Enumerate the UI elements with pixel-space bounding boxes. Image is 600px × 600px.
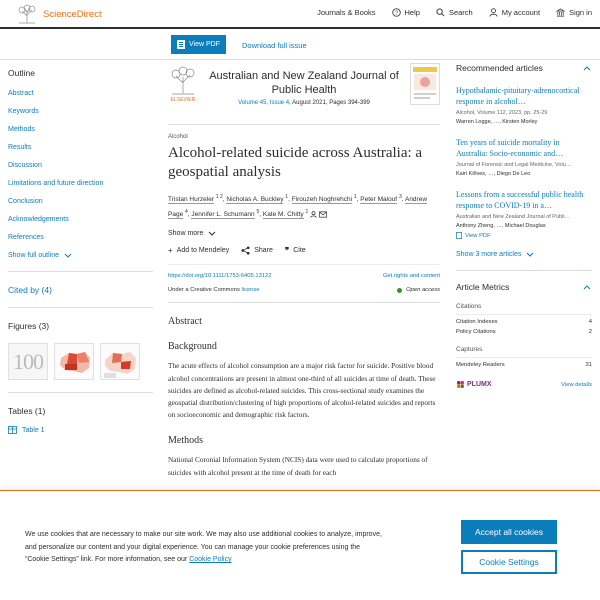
show-full-outline-label: Show full outline [8,252,59,259]
article-toolbar [0,31,600,60]
svg-text:ELSEVIER: ELSEVIER [170,97,196,103]
pdf-icon [177,40,185,49]
citations-heading: Citations [456,303,592,315]
recommended-article-source: Australian and New Zealand Journal of Publi… [456,214,571,220]
metric-value: 2 [588,329,592,335]
article-metrics [456,270,592,389]
nav-help[interactable] [392,8,420,17]
cookie-message [25,529,385,567]
author-affiliation: 3 [398,194,402,200]
outline-item[interactable]: Acknowledgements [8,216,69,223]
author-link[interactable]: Peter Malouf [360,196,398,204]
share-icon [241,246,250,255]
recommended-article-authors: Kairi Kõlves, …, Diego De Leo [456,171,531,177]
outline-sidebar [8,68,153,434]
show-more-label: Show more [168,230,204,238]
author-affiliation: 1 2 [215,194,223,200]
tables-section [8,392,153,434]
nav-label: Journals & Books [317,8,376,17]
journal-cover-image[interactable] [410,63,440,105]
cite-button[interactable] [285,246,306,255]
figure-thumbnail-text: 100 [13,348,43,374]
cookie-text: We use cookies that are necessary to make our site work. We may also use additional cookies to analyze, improve, and personalize our content and your digital experience. You can manage your cookie preferences using the “Cookie Settings” link. For more information, see our [25,531,382,563]
methods-paragraph: National Coronial Information System (NCIS) data were used to calculate proportions of suicides with alcohol present at the time of death for each [168,455,428,477]
show-more-button[interactable] [168,230,440,237]
outline-item[interactable]: Conclusion [8,198,43,205]
metrics-title [456,282,592,292]
plumx-icon [456,380,465,389]
figures-section [8,307,153,380]
article-title: Alcohol-related suicide across Australia: a geospatial analysis [168,145,423,180]
show-full-outline-button[interactable] [8,252,153,259]
outline-item[interactable]: References [8,234,44,241]
nav-label: My account [501,8,541,17]
open-access-dot [397,288,402,293]
plumx-label: PLUMX [467,381,492,388]
plumx-logo [456,380,492,389]
author-affiliation: 4 [185,209,188,216]
author-affiliation: 5 [256,209,260,216]
nav-label: Help [404,8,420,17]
metrics-title-label: Article Metrics [456,282,510,292]
author-link[interactable]: Kate M. Chitty [262,211,304,219]
outline-title: Outline [8,68,35,78]
view-pdf-button[interactable] [171,35,226,54]
cited-by-link[interactable]: Cited by (4) [8,285,52,295]
show-more-articles-label: Show 3 more articles [456,251,522,258]
journal-info [204,63,404,106]
recommended-article [456,189,592,239]
share-label: Share [254,247,273,255]
metric-row [456,329,592,335]
figure-thumbnails [8,343,153,380]
top-header [0,0,600,29]
user-icon [489,8,498,17]
outline-item[interactable]: Limitations and future direction [8,180,104,187]
institution-icon [556,8,565,17]
recommended-article-title[interactable]: Lessons from a successful public health response to COVID-19 in a… [456,190,584,210]
outline-item[interactable]: Results [8,144,32,151]
download-full-issue-link[interactable]: Download full issue [242,41,307,50]
methods-heading: Methods [168,435,203,447]
volume-issue-link[interactable]: Volume 45, Issue 4 [238,100,290,106]
nav-sign-in[interactable] [556,8,592,17]
author-list: Tristan Hurzeler $^{1 2}$, Nicholas A. Buckley $^1$, Firouzeh Noghrehchi $^1$, Peter Malouf $^3$, Andrew Page $^4$, Jennifer L. Schumann $^5$, Kate M. Chitty $^1$ [168,194,428,219]
map-figure-icon [55,344,94,380]
metric-value: 31 [585,362,592,368]
add-to-mendeley-button[interactable] [168,246,229,255]
recommended-article-source: Alcohol, Volume 112, 2023, pp. 25-29 [456,110,548,116]
article-type: Alcohol [168,134,188,140]
recommended-article-source: Journal of Forensic and Legal Medicine, Volu… [456,162,572,168]
cite-label: Cite [293,247,306,255]
open-access-label: Open access [406,287,440,294]
author-link[interactable]: Jennifer L. Schumann [191,211,255,219]
metric-row [456,362,592,368]
background-paragraph: The acute effects of alcohol consumption are a major risk factor for suicide. Positive blood alcohol concentrations are present in almost one-third of all suicides at time of death. These suicides are defined as alcohol-related suicides. This cross-sectional study examines the geospatial distribution/clustering of high proportions of alcohol-related suicides and reports on socioeconomic and demographic risk factors. [168,361,436,420]
nav-search[interactable] [436,8,473,17]
license-prefix: Under a Creative Commons [168,287,242,294]
metric-value: 4 [588,319,592,325]
metric-row [456,319,592,325]
volume-pages: , August 2021, Pages 394-399 [289,100,370,106]
rights-link[interactable]: Get rights and content [382,273,440,280]
background-heading: Background [168,341,217,353]
doi-link[interactable]: https://doi.org/10.1111/1753-6405.13122 [168,273,272,280]
metric-label: Citation Indexes [456,319,498,325]
recommended-view-pdf-link[interactable] [456,232,592,239]
map-figure-icon [101,344,140,380]
author-link[interactable]: Firouzeh Noghrehchi [291,196,353,204]
license-text [168,287,260,293]
nav-label: Search [448,8,473,17]
outline-item[interactable]: Discussion [8,162,42,169]
nav-my-account[interactable] [489,8,540,17]
chevron-down-icon [63,252,73,259]
elsevier-logo-icon[interactable] [168,63,198,105]
accept-all-cookies-button[interactable]: Accept all cookies [461,520,557,544]
view-pdf-label: View PDF [189,41,220,48]
figures-title: Figures (3) [8,321,50,331]
metric-label: Policy Citations [456,329,496,335]
svg-text:?: ? [394,10,398,17]
author-link[interactable]: Nicholas A. Buckley [226,196,284,204]
metric-label: Mendeley Readers [456,362,505,368]
divider [168,124,440,125]
recommended-article-authors: Anthony Zheng, …, Michael Douglas [456,223,546,229]
plumx-row [456,380,592,389]
outline-item[interactable]: Keywords [8,108,39,115]
recommended-title-label: Recommended articles [456,63,543,73]
right-sidebar [456,63,592,389]
tables-title: Tables (1) [8,406,46,416]
chevron-down-icon [525,251,535,258]
email-icon[interactable] [319,211,327,218]
view-details-link[interactable]: View details [561,381,592,388]
outline-item[interactable]: Abstract [8,90,34,97]
add-mendeley-label: Add to Mendeley [176,247,230,255]
captures-heading: Captures [456,346,592,358]
elsevier-tree-icon [16,4,38,24]
table-1-link[interactable] [8,426,153,434]
author-affiliation: 1 [353,194,357,200]
license-row [168,287,440,303]
nav-label: Sign in [569,8,592,17]
brand-name: ScienceDirect [43,8,102,20]
table-icon [8,426,17,434]
sciencedirect-logo[interactable] [16,4,102,24]
share-button[interactable] [241,246,273,255]
author-link[interactable]: Tristan Hurzeler [168,196,214,204]
journal-title[interactable]: Australian and New Zealand Journal of Public Health [209,70,399,96]
show-more-articles-button[interactable] [456,251,592,258]
article-main [168,63,440,479]
view-pdf-label: View PDF [465,232,491,239]
journal-cover-icon [411,64,439,104]
figure-thumbnail[interactable] [8,343,48,380]
author-affiliation: 1 [305,209,309,216]
top-nav [301,8,592,17]
chevron-up-icon[interactable] [582,65,592,72]
doi-row [168,264,440,279]
recommended-article [456,85,592,125]
recommended-article-authors: Warren Logge, …, Kirsten Morley [456,119,538,125]
chevron-down-icon [207,230,217,237]
journal-volume [204,100,404,106]
plus-icon: + [168,246,173,256]
quote-icon: ❞ [284,246,290,256]
cited-by-section [8,271,153,295]
search-icon [436,8,445,17]
open-access-badge [397,287,440,293]
figure-thumbnail[interactable] [100,343,140,380]
cookie-settings-button[interactable]: Cookie Settings [461,550,557,574]
recommended-article-title[interactable]: Hypothalamic-pituitary-adrenocortical response in alcohol… [456,86,580,106]
author-link[interactable]: Andrew Page [168,196,428,219]
author-affiliation: 1 [285,194,289,200]
figure-thumbnail[interactable] [54,343,94,380]
corresponding-author-icon[interactable] [310,211,317,218]
license-link[interactable]: license [241,287,260,294]
cookie-policy-link[interactable]: Cookie Policy [189,556,232,563]
cookie-banner [0,490,600,600]
nav-journals-books[interactable] [317,8,375,17]
journal-header [168,63,440,119]
chevron-up-icon[interactable] [582,284,592,291]
recommended-title [456,63,592,73]
outline-item[interactable]: Methods [8,126,35,133]
pdf-icon [456,232,462,239]
recommended-article [456,137,592,177]
article-actions [168,246,440,255]
recommended-article-title[interactable]: Ten years of suicide mortality in Australia: Socio-economic and… [456,138,564,158]
abstract-heading: Abstract [168,316,202,328]
help-icon [392,8,401,17]
table-link-label: Table 1 [22,426,45,434]
